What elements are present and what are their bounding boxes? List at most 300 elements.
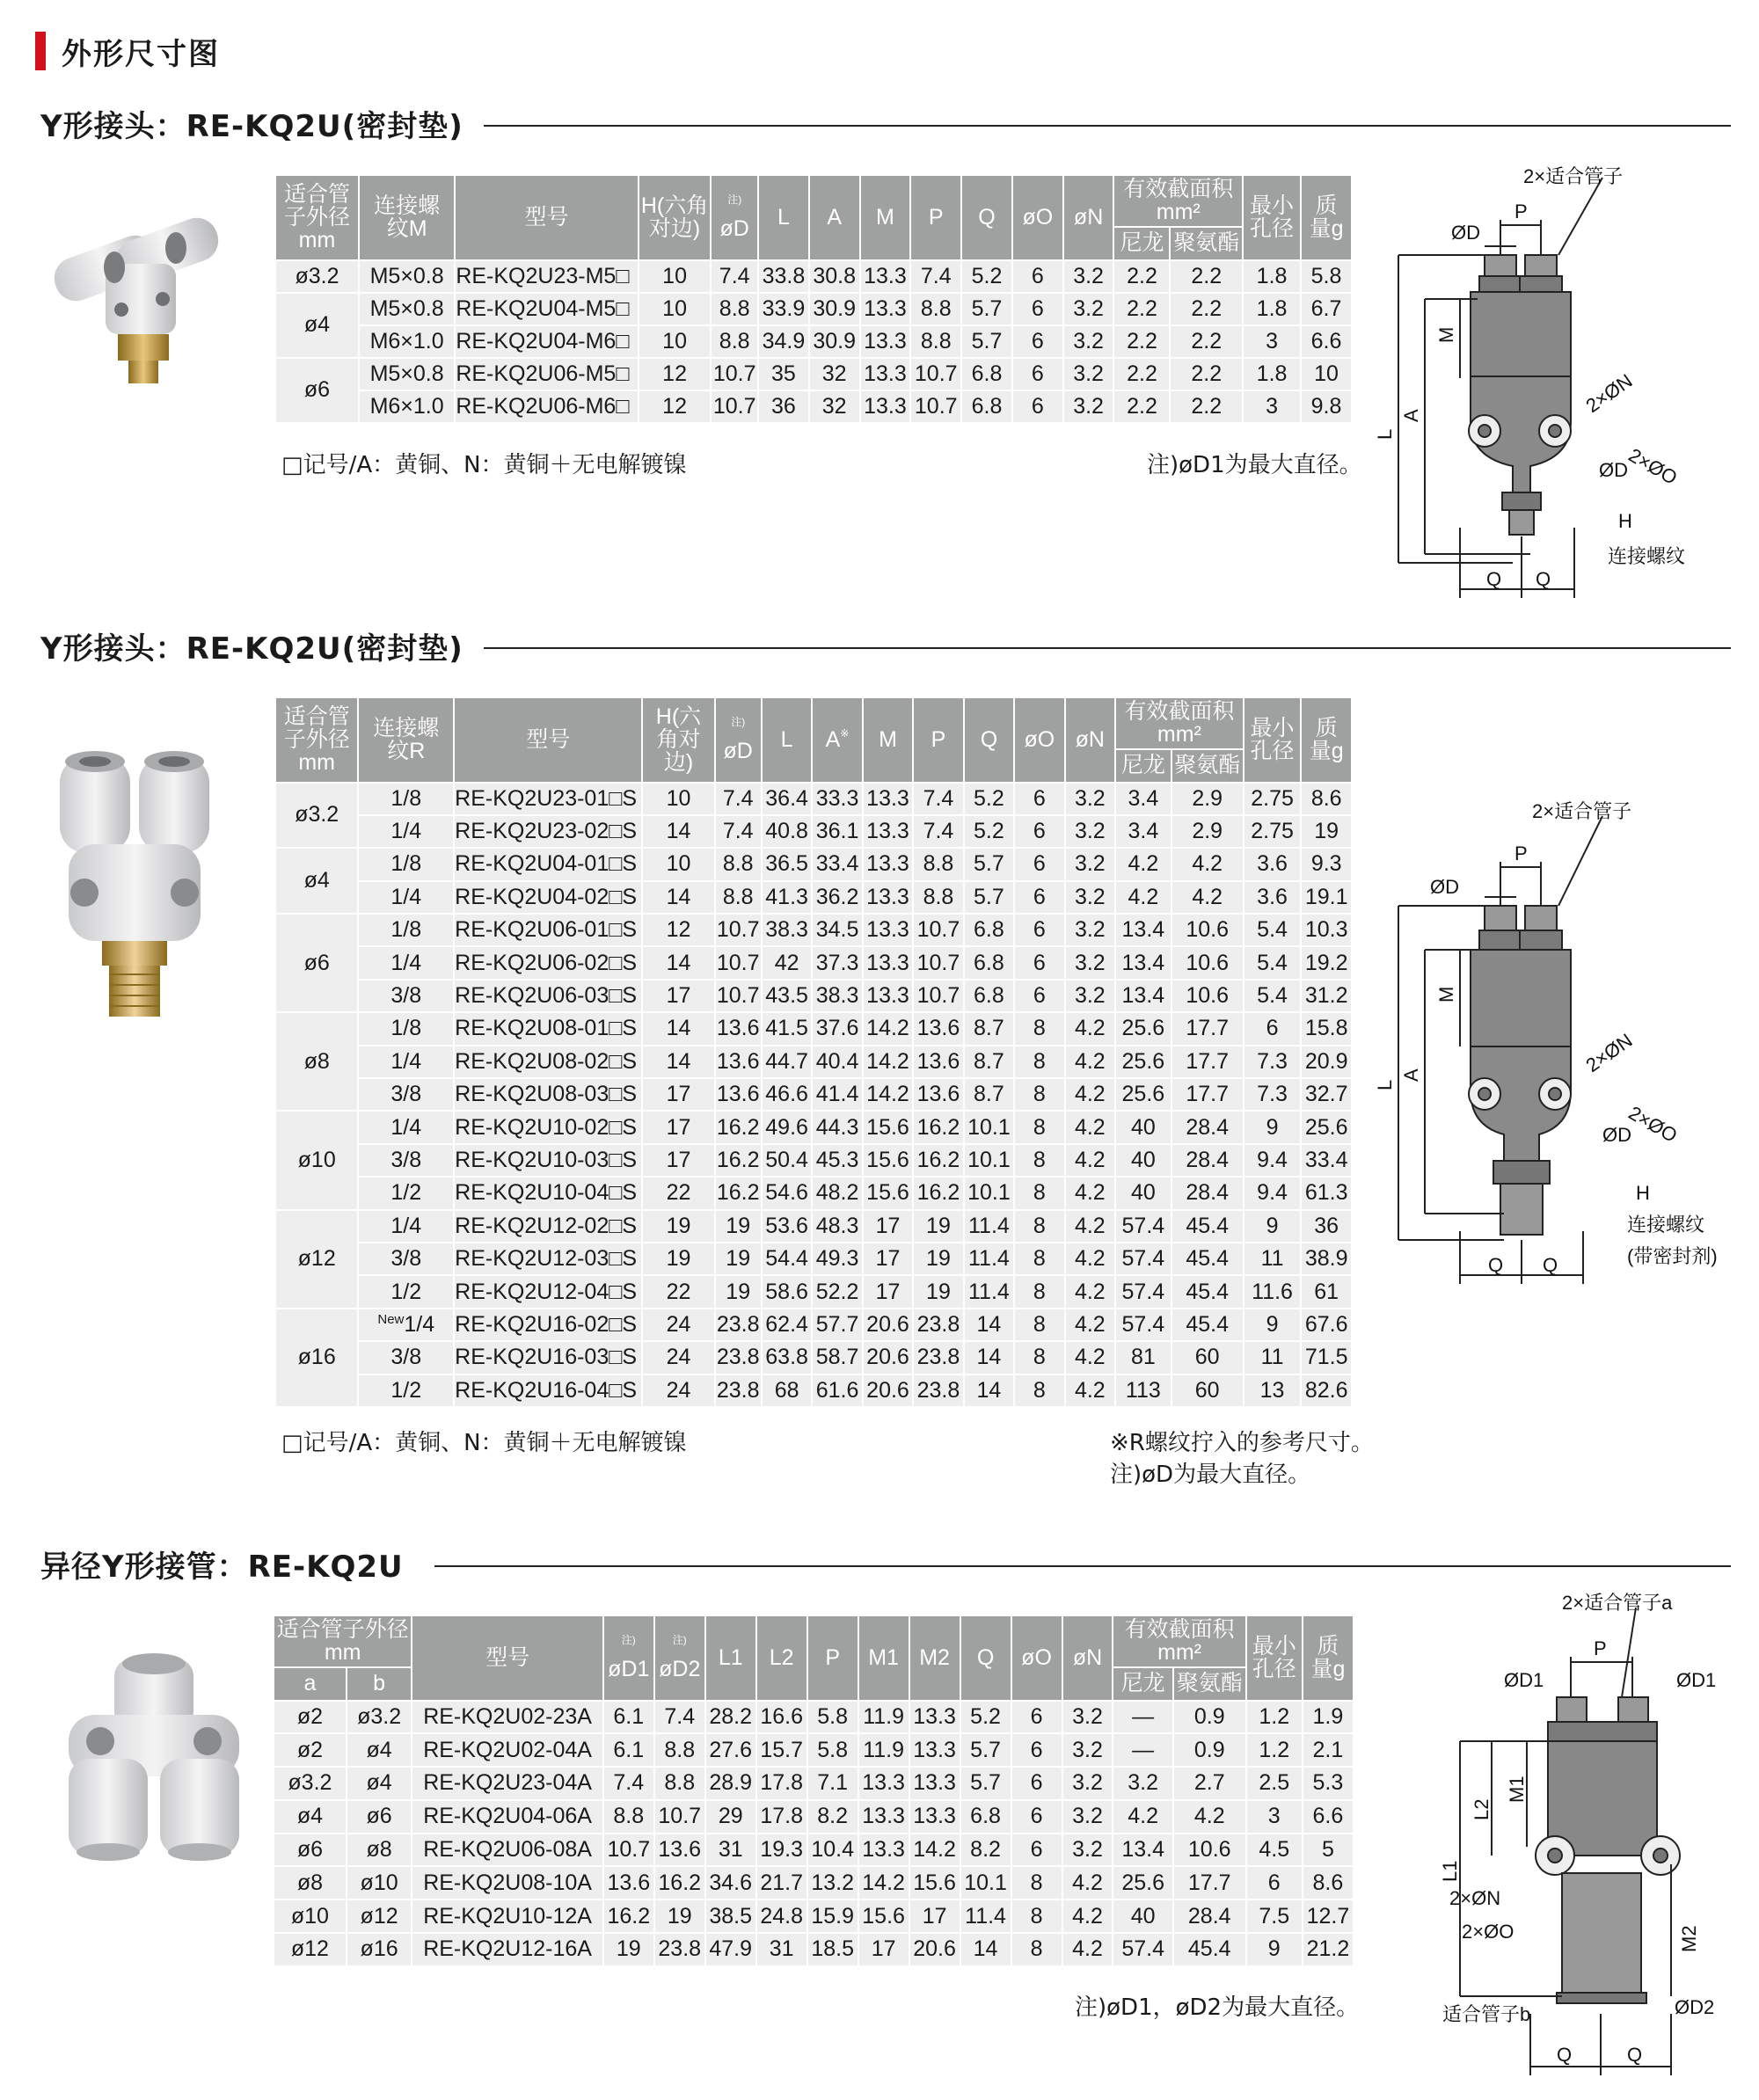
section2-product-photo	[51, 739, 227, 1029]
table-cell: 12.7	[1303, 1899, 1354, 1933]
header-polyurethane: 聚氨酯	[1171, 749, 1244, 783]
table-cell: 41.3	[762, 881, 812, 914]
table-cell: 2.9	[1171, 815, 1244, 848]
table-cell: 16.2	[715, 1144, 762, 1177]
table-cell: 6.7	[1301, 293, 1352, 325]
table-cell: 3.2	[1113, 1767, 1172, 1800]
table-cell: 2.2	[1113, 260, 1170, 293]
table-cell: RE-KQ2U10-12A	[412, 1899, 602, 1933]
table-cell: 3.2	[1065, 881, 1115, 914]
table-cell: 10.6	[1171, 914, 1244, 946]
table-cell: 6.1	[603, 1701, 654, 1734]
table-cell: RE-KQ2U23-02□S	[454, 815, 642, 848]
table-cell: ø8	[347, 1834, 412, 1867]
table-cell: 8.7	[964, 1012, 1014, 1045]
table-cell: 36	[1301, 1210, 1352, 1243]
table-cell: 13.3	[909, 1767, 960, 1800]
table-cell: 15.6	[863, 1111, 913, 1143]
table-cell: 19	[913, 1275, 963, 1308]
table-cell: 38.5	[705, 1899, 756, 1933]
table-cell: 13.3	[860, 293, 911, 325]
table-cell: 14.2	[863, 1078, 913, 1111]
table-cell: 15.9	[807, 1899, 858, 1933]
table-cell: RE-KQ2U06-M5□	[455, 358, 638, 390]
table-cell: 49.3	[812, 1243, 862, 1275]
table-cell: 53.6	[762, 1210, 812, 1243]
table-cell: 3.2	[1063, 325, 1114, 358]
header-nylon: 尼龙	[1113, 227, 1170, 260]
table-cell: ø2	[274, 1701, 347, 1734]
table-cell: 1.8	[1243, 293, 1301, 325]
table-cell: 41.4	[812, 1078, 862, 1111]
table-cell: 8.8	[654, 1733, 705, 1767]
table-cell: 63.8	[762, 1341, 812, 1374]
table-cell: 14	[964, 1374, 1014, 1407]
table-cell: 17	[909, 1899, 960, 1933]
table-cell: ø16	[347, 1933, 412, 1966]
table-cell: 6	[1014, 783, 1064, 815]
table-cell: 4.2	[1065, 1177, 1115, 1209]
table-cell: 3/8	[358, 1078, 454, 1111]
table-cell: 14	[642, 1046, 714, 1078]
table-cell: ø6	[274, 1834, 347, 1867]
table-cell: 0.9	[1173, 1701, 1246, 1734]
table-cell: 40	[1115, 1144, 1171, 1177]
diagram3-o-label: 2×ØO	[1462, 1921, 1514, 1943]
table-cell: 13.3	[909, 1701, 960, 1734]
table-cell: 8	[1014, 1111, 1064, 1143]
table-cell: 9.4	[1244, 1177, 1302, 1209]
section3-rule	[434, 1565, 1731, 1567]
table-cell: 7.5	[1246, 1899, 1303, 1933]
table-cell: 29	[705, 1800, 756, 1834]
tube-od-cell: ø3.2	[275, 783, 358, 849]
table-cell: RE-KQ2U08-03□S	[454, 1078, 642, 1111]
table-cell: 7.3	[1244, 1078, 1302, 1111]
table-cell: 10.7	[711, 390, 758, 423]
table-cell: 36.2	[812, 881, 862, 914]
table-cell: 6	[1014, 848, 1064, 880]
header-a: A※	[812, 697, 862, 783]
table-cell: 2.2	[1113, 358, 1170, 390]
table-cell: 8.8	[603, 1800, 654, 1834]
table-cell: 19	[913, 1210, 963, 1243]
table-cell: 45.4	[1171, 1210, 1244, 1243]
table-cell: 11.4	[960, 1899, 1011, 1933]
header-o: øO	[1011, 1615, 1062, 1701]
header-thread: 连接螺纹R	[358, 697, 454, 783]
table-row	[274, 1933, 1354, 1966]
table-row	[275, 1177, 1352, 1209]
table-cell: 8.2	[960, 1834, 1011, 1867]
table-cell: 6	[1014, 946, 1064, 979]
table-cell: 19	[913, 1243, 963, 1275]
diagram3-d1b-label: ØD1	[1676, 1669, 1717, 1691]
table-cell: 23.8	[913, 1341, 963, 1374]
table-cell: 30.9	[809, 293, 860, 325]
header-d1: $^{注)}$ øD1	[603, 1615, 654, 1701]
table-cell: 13.4	[1115, 914, 1171, 946]
header-l: L	[762, 697, 812, 783]
table-cell: 17.8	[756, 1800, 807, 1834]
header-o: øO	[1014, 697, 1064, 783]
table-cell: 15.6	[863, 1144, 913, 1177]
table-cell: 3.2	[1065, 815, 1115, 848]
table-cell: 4.2	[1062, 1933, 1113, 1966]
table-cell: 19	[654, 1899, 705, 1933]
table-cell: 5.8	[807, 1733, 858, 1767]
tube-od-cell: ø16	[275, 1309, 358, 1407]
table-cell: RE-KQ2U02-23A	[412, 1701, 602, 1734]
header-nylon: 尼龙	[1115, 749, 1171, 783]
header-area: 有效截面积mm²	[1115, 697, 1244, 749]
diagram3-d1a-label: ØD1	[1504, 1669, 1544, 1691]
table-row	[274, 1866, 1354, 1899]
table-cell: 32	[809, 358, 860, 390]
header-a: a	[274, 1667, 347, 1701]
header-o: øO	[1012, 175, 1063, 260]
table-cell: 2.5	[1246, 1767, 1303, 1800]
table-cell: 3.6	[1244, 881, 1302, 914]
table-cell: 45.4	[1171, 1243, 1244, 1275]
table-cell: 3.2	[1063, 358, 1114, 390]
header-p: P	[807, 1615, 858, 1701]
table-cell: 10.6	[1171, 980, 1244, 1012]
header-q: Q	[960, 1615, 1011, 1701]
table-cell: 13.6	[913, 1046, 963, 1078]
table-cell: 4.2	[1065, 1243, 1115, 1275]
table-cell: 5.8	[1301, 260, 1352, 293]
section1-spec-table	[274, 174, 1353, 424]
table-cell: 58.7	[812, 1341, 862, 1374]
tube-od-cell: ø6	[275, 358, 359, 423]
table-cell: 14	[960, 1933, 1011, 1966]
table-cell: 4.2	[1062, 1899, 1113, 1933]
table-cell: 20.6	[863, 1374, 913, 1407]
table-cell: 54.4	[762, 1243, 812, 1275]
table-cell: 57.4	[1115, 1210, 1171, 1243]
table-cell: 13.6	[715, 1012, 762, 1045]
table-cell: 6	[1011, 1834, 1062, 1867]
table-cell: 8.8	[711, 293, 758, 325]
table-cell: 11.6	[1244, 1275, 1302, 1308]
table-cell: 17	[642, 980, 714, 1012]
table-row	[275, 1210, 1352, 1243]
table-cell: 8.8	[715, 848, 762, 880]
table-cell: 8	[1014, 1046, 1064, 1078]
table-cell: 19	[715, 1210, 762, 1243]
diagram1-d2-label: ØD	[1599, 459, 1628, 481]
tube-od-cell: ø8	[275, 1012, 358, 1111]
table-cell: 38.9	[1301, 1243, 1352, 1275]
table-cell: 5.4	[1244, 980, 1302, 1012]
section2-spec-table	[274, 696, 1353, 1408]
table-row	[275, 1144, 1352, 1177]
table-cell: 8.8	[715, 881, 762, 914]
diagram2-q2-label: Q	[1543, 1254, 1558, 1276]
table-cell: ø4	[347, 1733, 412, 1767]
table-row	[274, 1701, 1354, 1734]
header-m2: M2	[909, 1615, 960, 1701]
table-cell: 14.2	[858, 1866, 909, 1899]
table-cell: ø4	[274, 1800, 347, 1834]
table-cell: 5.7	[960, 1733, 1011, 1767]
table-cell: 14	[964, 1309, 1014, 1341]
table-cell: 33.9	[758, 293, 809, 325]
table-cell: 4.2	[1113, 1800, 1172, 1834]
table-cell: 48.2	[812, 1177, 862, 1209]
table-cell: 2.2	[1113, 325, 1170, 358]
table-cell: 10	[642, 783, 714, 815]
table-cell: 6	[1011, 1733, 1062, 1767]
table-cell: 33.4	[1301, 1144, 1352, 1177]
table-cell: 12	[642, 914, 714, 946]
section3-product-photo	[62, 1653, 246, 1873]
section2-rule	[484, 647, 1731, 649]
table-cell: 6.8	[964, 946, 1014, 979]
table-cell: 10	[642, 848, 714, 880]
table-cell: 31.2	[1301, 980, 1352, 1012]
table-cell: M5×0.8	[359, 293, 455, 325]
table-cell: 19	[1301, 815, 1352, 848]
table-cell: 20.6	[863, 1341, 913, 1374]
table-cell: 33.4	[812, 848, 862, 880]
table-cell: 8.6	[1301, 783, 1352, 815]
table-cell: RE-KQ2U16-03□S	[454, 1341, 642, 1374]
table-cell: 13.3	[909, 1733, 960, 1767]
table-cell: 21.7	[756, 1866, 807, 1899]
table-row	[275, 390, 1352, 423]
table-row	[274, 1767, 1354, 1800]
table-cell: 13.2	[807, 1866, 858, 1899]
table-row	[275, 980, 1352, 1012]
table-cell: 22	[642, 1177, 714, 1209]
diagram1-o-label: 2×ØO	[1624, 443, 1682, 489]
table-cell: 61.6	[812, 1374, 862, 1407]
table-cell: 17	[642, 1111, 714, 1143]
diagram3-d2-label: ØD2	[1675, 1996, 1715, 2018]
table-cell: 6.8	[961, 358, 1012, 390]
table-cell: 10	[639, 260, 712, 293]
table-cell: 8	[1014, 1177, 1064, 1209]
table-cell: 13.3	[863, 914, 913, 946]
table-cell: 15.6	[858, 1899, 909, 1933]
table-cell: 25.6	[1115, 1078, 1171, 1111]
table-cell: 3.2	[1062, 1800, 1113, 1834]
header-tube-od: 适合管子外径mm	[274, 1615, 412, 1667]
table-cell: 1/2	[358, 1177, 454, 1209]
table-cell: 9.8	[1301, 390, 1352, 423]
table-cell: 16.2	[913, 1144, 963, 1177]
table-cell: 4.2	[1065, 1275, 1115, 1308]
table-cell: 2.2	[1170, 293, 1243, 325]
table-cell: 7.4	[603, 1767, 654, 1800]
table-cell: 35	[758, 358, 809, 390]
table-cell: 13.3	[863, 980, 913, 1012]
table-cell: 2.2	[1113, 293, 1170, 325]
table-cell: RE-KQ2U06-02□S	[454, 946, 642, 979]
diagram2-p-label: P	[1514, 842, 1528, 864]
table-cell: 8.8	[913, 881, 963, 914]
table-cell: 11.4	[964, 1243, 1014, 1275]
table-cell: 1/8	[358, 848, 454, 880]
header-polyurethane: 聚氨酯	[1173, 1667, 1246, 1701]
table-cell: 40.8	[762, 815, 812, 848]
table-cell: RE-KQ2U12-04□S	[454, 1275, 642, 1308]
table-cell: 10.7	[913, 946, 963, 979]
table-cell: 13.3	[858, 1834, 909, 1867]
table-cell: 41.5	[762, 1012, 812, 1045]
diagram1-p-label: P	[1514, 201, 1528, 222]
table-cell: 1/2	[358, 1275, 454, 1308]
table-cell: 5.3	[1303, 1767, 1354, 1800]
table-cell: 1/2	[358, 1374, 454, 1407]
table-cell: 5.7	[961, 293, 1012, 325]
table-cell: RE-KQ2U10-03□S	[454, 1144, 642, 1177]
table-cell: 1.2	[1246, 1701, 1303, 1734]
table-cell: 60	[1171, 1374, 1244, 1407]
table-cell: 44.3	[812, 1111, 862, 1143]
table-cell: 10.6	[1171, 946, 1244, 979]
table-cell: 7.3	[1244, 1046, 1302, 1078]
table-cell: 0.9	[1173, 1733, 1246, 1767]
table-cell: 6	[1012, 260, 1063, 293]
table-cell: 34.6	[705, 1866, 756, 1899]
table-cell: 15.8	[1301, 1012, 1352, 1045]
table-cell: 45.4	[1171, 1275, 1244, 1308]
table-row	[275, 946, 1352, 979]
header-q: Q	[964, 697, 1014, 783]
table-cell: 27.6	[705, 1733, 756, 1767]
table-cell: 4.2	[1065, 1111, 1115, 1143]
table-cell: RE-KQ2U08-01□S	[454, 1012, 642, 1045]
table-cell: 3.2	[1063, 293, 1114, 325]
table-cell: RE-KQ2U04-02□S	[454, 881, 642, 914]
table-cell: M6×1.0	[359, 325, 455, 358]
table-cell: 3	[1243, 390, 1301, 423]
table-cell: 47.9	[705, 1933, 756, 1966]
table-cell: 31	[756, 1933, 807, 1966]
header-m: M	[860, 175, 911, 260]
table-cell: 6	[1014, 815, 1064, 848]
table-cell: 30.8	[809, 260, 860, 293]
section1-rule	[484, 125, 1731, 127]
table-cell: 13.3	[858, 1767, 909, 1800]
table-cell: 40	[1113, 1899, 1172, 1933]
table-cell: RE-KQ2U02-04A	[412, 1733, 602, 1767]
table-cell: M5×0.8	[359, 260, 455, 293]
table-row	[275, 1046, 1352, 1078]
table-cell: 10.7	[913, 980, 963, 1012]
table-cell: 57.4	[1115, 1275, 1171, 1308]
header-area: 有效截面积mm²	[1113, 175, 1243, 227]
table-cell: 40	[1115, 1111, 1171, 1143]
table-cell: 2.2	[1170, 358, 1243, 390]
table-cell: 8.8	[711, 325, 758, 358]
table-cell: 10.7	[913, 914, 963, 946]
table-cell: 10.7	[910, 358, 961, 390]
table-cell: —	[1113, 1733, 1172, 1767]
diagram2-l-label: L	[1374, 1079, 1396, 1090]
table-cell: 43.5	[762, 980, 812, 1012]
diagram2-d-label: ØD	[1430, 876, 1459, 898]
table-row	[275, 358, 1352, 390]
new-badge: New	[377, 1311, 405, 1327]
table-cell: 19	[603, 1933, 654, 1966]
header-p: P	[913, 697, 963, 783]
table-row	[274, 1899, 1354, 1933]
table-cell: 16.2	[715, 1177, 762, 1209]
header-mass: 质量g	[1301, 697, 1352, 783]
table-cell: 3/8	[358, 1341, 454, 1374]
table-cell: 1/8	[358, 783, 454, 815]
table-cell: 3/8	[358, 980, 454, 1012]
table-cell: 8	[1014, 1012, 1064, 1045]
table-cell: RE-KQ2U06-03□S	[454, 980, 642, 1012]
table-cell: 67.6	[1301, 1309, 1352, 1341]
table-cell: 6	[1246, 1866, 1303, 1899]
table-cell: 4.2	[1171, 848, 1244, 880]
table-cell: 17.7	[1171, 1078, 1244, 1111]
table-cell: 14.2	[909, 1834, 960, 1867]
table-cell: 8	[1014, 1275, 1064, 1308]
table-cell: 11.4	[964, 1275, 1014, 1308]
header-min-bore: 最小孔径	[1244, 697, 1302, 783]
diagram3-m1-label: M1	[1506, 1776, 1528, 1803]
table-cell: 17	[642, 1144, 714, 1177]
header-model: 型号	[412, 1615, 602, 1701]
table-cell: 13.3	[860, 390, 911, 423]
table-cell: 13.3	[860, 358, 911, 390]
table-cell: RE-KQ2U10-04□S	[454, 1177, 642, 1209]
header-n: øN	[1065, 697, 1115, 783]
section2-note-right-1: ※R螺纹拧入的参考尺寸。	[1110, 1430, 1374, 1456]
table-cell: 1/4	[358, 1046, 454, 1078]
table-cell: 19	[715, 1275, 762, 1308]
section2-note-right-2: 注)øD为最大直径。	[1110, 1462, 1311, 1488]
table-cell: 16.2	[913, 1111, 963, 1143]
table-cell: 10.7	[715, 980, 762, 1012]
table-cell: 11.9	[858, 1701, 909, 1734]
table-cell: 38.3	[812, 980, 862, 1012]
diagram3-n-label: 2×ØN	[1449, 1887, 1501, 1909]
table-cell: 8	[1014, 1144, 1064, 1177]
table-cell: 50.4	[762, 1144, 812, 1177]
table-cell: 4.2	[1065, 1309, 1115, 1341]
table-cell: 6	[1014, 914, 1064, 946]
table-cell: 3.2	[1063, 260, 1114, 293]
table-cell: 7.4	[913, 783, 963, 815]
section3-title: 异径Y形接管：RE-KQ2U	[40, 1549, 404, 1585]
table-cell: 54.6	[762, 1177, 812, 1209]
table-cell: 57.4	[1115, 1309, 1171, 1341]
table-cell: 3.2	[1062, 1834, 1113, 1867]
table-cell: 8.8	[910, 293, 961, 325]
table-cell: 10.7	[715, 946, 762, 979]
header-area: 有效截面积mm²	[1113, 1615, 1245, 1667]
table-cell: 16.6	[756, 1701, 807, 1734]
table-cell: RE-KQ2U16-02□S	[454, 1309, 642, 1341]
table-cell: 28.4	[1171, 1177, 1244, 1209]
table-cell: 10.7	[711, 358, 758, 390]
diagram2-m-label: M	[1435, 986, 1457, 1003]
table-cell: RE-KQ2U06-08A	[412, 1834, 602, 1867]
header-d: $^{注)}$ øD	[711, 175, 758, 260]
section2-title: Y形接头：RE-KQ2U(密封垫)	[40, 631, 463, 667]
table-cell: 17.8	[756, 1767, 807, 1800]
table-cell: 13.6	[603, 1866, 654, 1899]
table-cell: 31	[705, 1834, 756, 1867]
